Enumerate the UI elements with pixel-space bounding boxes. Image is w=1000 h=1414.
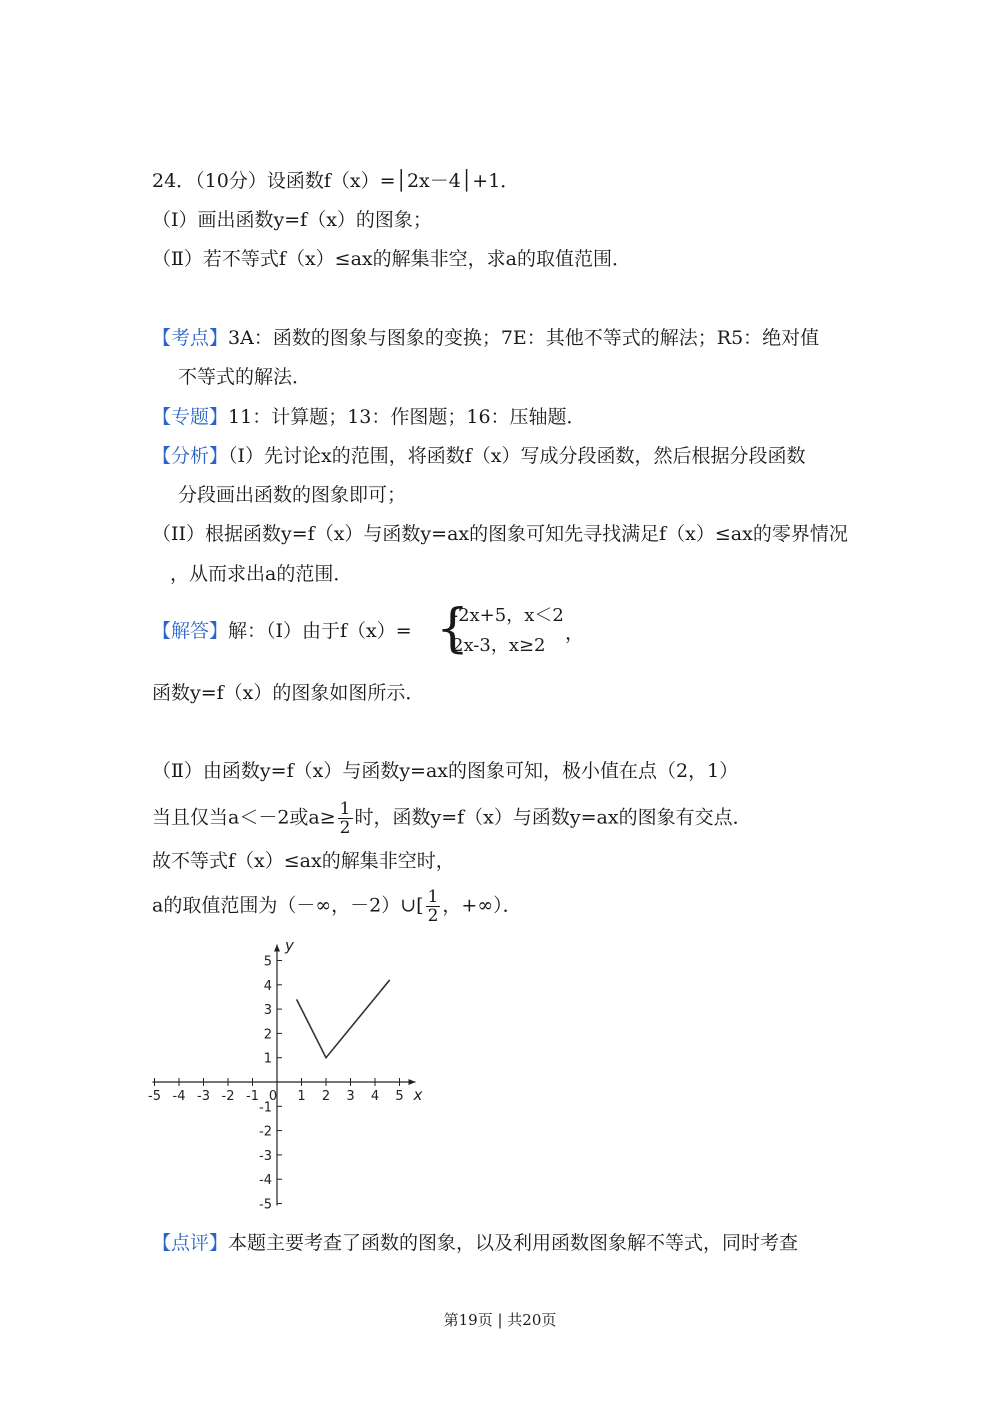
y-tick-label: -1 [259, 1100, 272, 1116]
function-graph [140, 935, 440, 1225]
jieda-part2-line1: （Ⅱ）由函数y=f（x）与函数y=ax的图象可知，极小值在点（2，1） [152, 760, 739, 782]
jieda-part2-line2 [152, 800, 752, 837]
x-tick-label: 0 [268, 1089, 278, 1104]
x-axis-arrow [409, 1079, 416, 1085]
dianping-tag: 【点评】 [152, 1232, 229, 1254]
y-tick-label: 5 [263, 954, 272, 970]
zhuanti-tag: 【专题】 [152, 406, 229, 428]
x-tick-label: 4 [370, 1089, 380, 1104]
x-tick-label: -2 [221, 1089, 235, 1104]
y-tick-label: -4 [259, 1173, 272, 1189]
jieda-part2-line4 [152, 888, 522, 925]
kaodian-tag: 【考点】 [152, 327, 229, 349]
frac-den-2: 2 [427, 906, 439, 926]
dianping-text: 本题主要考查了函数的图象，以及利用函数图象解不等式，同时考查 [228, 1232, 799, 1254]
problem-part2: （Ⅱ）若不等式f（x）≤ax的解集非空，求a的取值范围． [152, 248, 631, 270]
part2-line4a: a的取值范围为（－∞，－2）∪[ [152, 894, 424, 917]
fenxi-tag: 【分析】 [152, 445, 229, 467]
piecewise-case2: 2x-3，x≥2 [452, 635, 546, 656]
y-tick-label: 3 [263, 1003, 272, 1019]
part2-line4b: ，+∞）． [442, 894, 522, 917]
y-axis-label: y [285, 936, 294, 955]
kaodian-line1 [152, 325, 819, 351]
x-tick-label: 1 [297, 1089, 306, 1104]
x-tick-label: -4 [172, 1089, 186, 1104]
problem-part1: （Ⅰ）画出函数y=f（x）的图象； [152, 209, 432, 231]
graph-series [297, 980, 390, 1058]
part2-line2b: 时，函数y=f（x）与函数y=ax的图象有交点． [354, 806, 752, 829]
zhuanti-line [152, 404, 586, 430]
graph-axes [153, 937, 423, 1206]
piecewise-brace: { [436, 599, 470, 659]
jieda-line2: 函数y=f（x）的图象如图所示． [152, 682, 425, 704]
frac-num: 1 [339, 799, 351, 819]
function-line [297, 980, 390, 1058]
fenxi-text2: 分段画出函数的图象即可； [178, 484, 407, 506]
x-tick-label: -1 [246, 1089, 259, 1104]
frac-den: 2 [339, 818, 351, 838]
y-axis-arrow [274, 945, 280, 952]
piecewise-end: ， [565, 622, 585, 644]
x-axis-label: x [413, 1086, 423, 1104]
x-tick-label: 3 [346, 1089, 355, 1104]
x-tick-label: -3 [197, 1089, 210, 1104]
fraction-one-half-2 [426, 888, 441, 925]
zhuanti-text: 11：计算题；13：作图题；16：压轴题． [228, 406, 586, 428]
page-footer: 第19页 | 共20页 [443, 1311, 557, 1329]
x-tick-label: 5 [395, 1089, 404, 1104]
y-tick-label: -3 [259, 1148, 272, 1164]
x-tick-label: 2 [321, 1089, 331, 1104]
y-tick-label: -5 [259, 1197, 272, 1213]
jieda-intro: 解：（Ⅰ）由于f（x）= [228, 620, 412, 642]
y-tick-label: -2 [259, 1124, 272, 1140]
fenxi-text3: （II）根据函数y=f（x）与函数y=ax的图象可知先寻找满足f（x）≤ax的零界情况 [152, 523, 848, 545]
piecewise-case1: -2x+5，x＜2 [452, 605, 564, 626]
dianping-line [152, 1230, 798, 1256]
fraction-one-half [338, 800, 353, 837]
fenxi-text1: （I）先讨论x的范围，将函数f（x）写成分段函数，然后根据分段函数 [228, 445, 806, 467]
part2-line2a: 当且仅当a＜－2或a≥ [152, 806, 336, 829]
kaodian-text2: 不等式的解法． [178, 366, 312, 388]
y-tick-label: 2 [263, 1027, 272, 1043]
graph-ticks [148, 955, 404, 1213]
y-tick-label: 1 [263, 1051, 272, 1067]
fenxi-text4: ，从而求出a的范围． [170, 563, 353, 585]
jieda-tag: 【解答】 [152, 620, 229, 642]
jieda-line1 [152, 618, 412, 644]
x-tick-label: -5 [148, 1089, 161, 1104]
fenxi-line1 [152, 443, 806, 469]
frac-num-2: 1 [427, 887, 439, 907]
problem-header: 24．（10分）设函数f（x）=│2x－4│+1． [152, 170, 520, 192]
y-tick-label: 4 [263, 978, 272, 994]
jieda-part2-line3: 故不等式f（x）≤ax的解集非空时， [152, 850, 455, 872]
kaodian-text1: 3A：函数的图象与图象的变换；7E：其他不等式的解法；R5：绝对值 [228, 327, 820, 349]
